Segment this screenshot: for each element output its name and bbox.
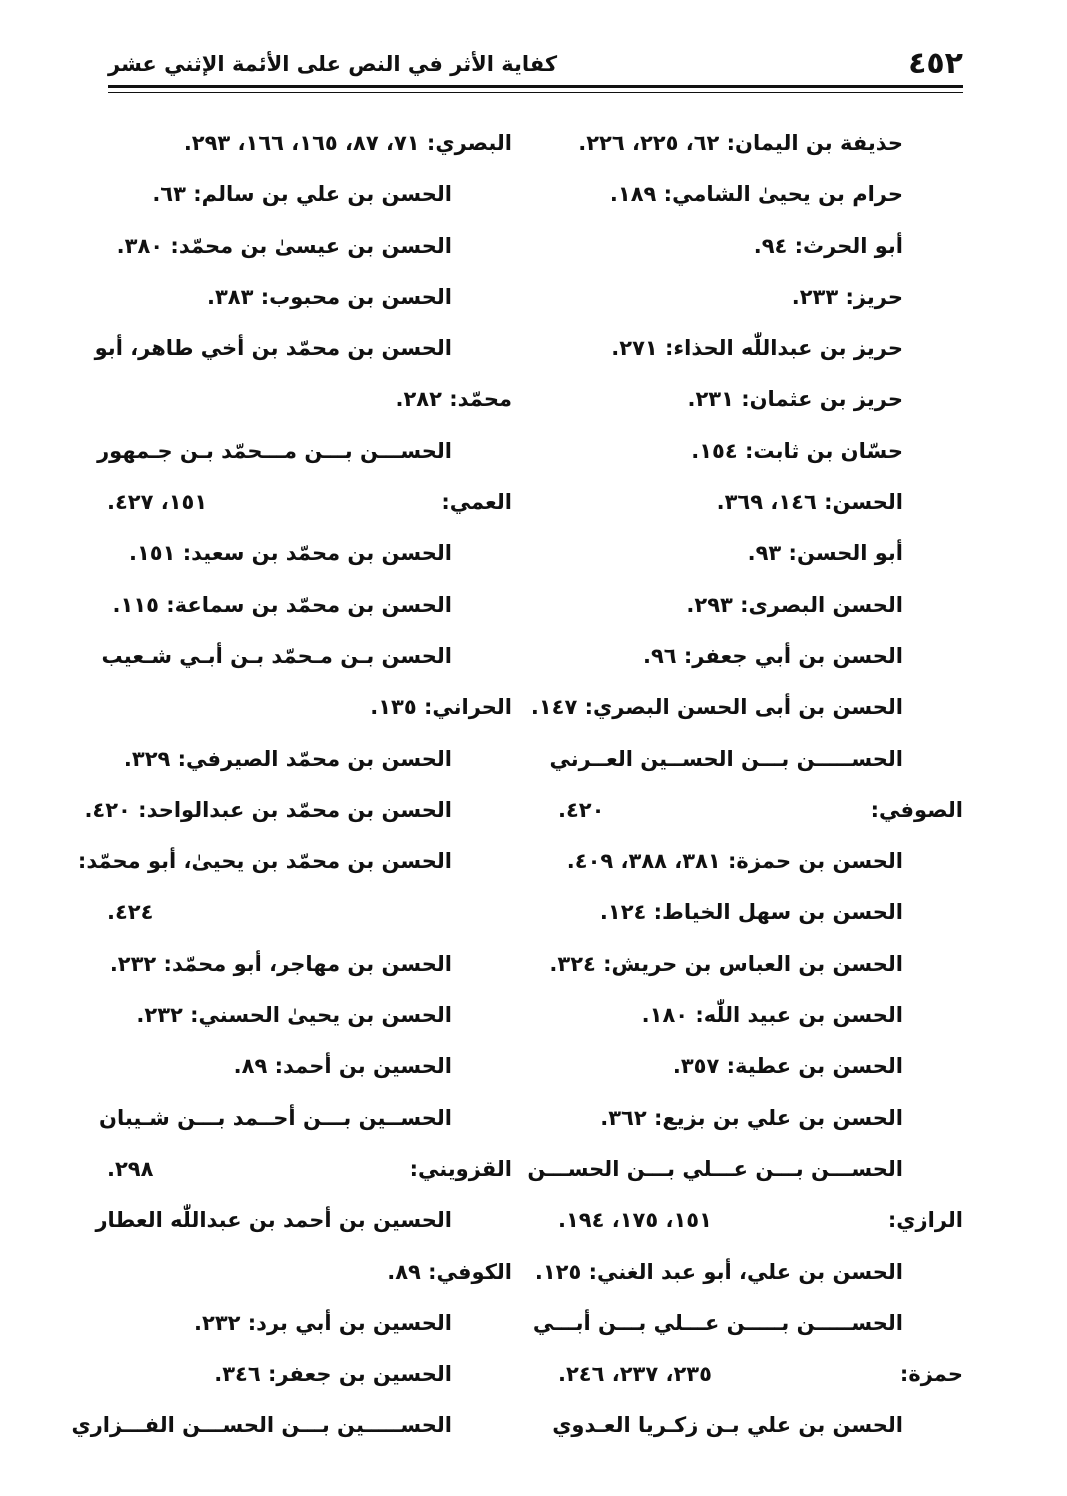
index-entry [107, 374, 512, 425]
entry-text: الحراني: ١٣٥. [370, 695, 512, 720]
index-entry [558, 374, 963, 425]
index-entry [549, 939, 963, 990]
entry-text: الحسن بن محمّد بن سماعة: ١١٥. [112, 592, 452, 617]
entry-text: الحسن بـن مـحمّد بـن أبـي شـعيب [101, 643, 452, 668]
index-entry [94, 323, 512, 374]
index-entry [530, 682, 963, 733]
index-entry [107, 169, 512, 220]
header-rule-thick [108, 85, 963, 88]
index-entry [107, 990, 512, 1041]
entry-continuation: الصوفي: [870, 797, 963, 822]
index-entry [558, 272, 963, 323]
index-entry [532, 1298, 963, 1349]
index-entry [107, 1298, 512, 1349]
index-entry [107, 477, 512, 528]
entry-text: الحسن بن محبوب: ٣٨٣. [206, 284, 452, 309]
entry-text: الحسن البصرى: ٢٩٣. [686, 592, 903, 617]
entry-text: أبو الحرث: ٩٤. [753, 233, 903, 258]
entry-text: الكوفي: ٨٩. [387, 1259, 512, 1284]
entry-page-refs: ٤٢٤. [107, 900, 154, 925]
index-entry [107, 272, 512, 323]
index-entry [558, 1349, 963, 1400]
entry-continuation: الرازي: [887, 1208, 963, 1233]
entry-text: محمّد: ٢٨٢. [395, 387, 512, 412]
running-title: كفاية الأثر في النص على الأئمة الإثني عشر [108, 52, 558, 76]
index-entry [527, 1144, 963, 1195]
index-entry [107, 887, 512, 938]
entry-text: الحسن بن محمّد بن يحيىٰ، أبو محمّد: [77, 849, 452, 874]
entry-page-refs: ١٥١، ٤٢٧. [107, 490, 208, 515]
entry-text: الحسن بن أبى الحسن البصري: ١٤٧. [530, 695, 903, 720]
index-entry [558, 580, 963, 631]
index-entry [558, 118, 963, 169]
entry-page-refs: ٢٩٨. [107, 1156, 154, 1181]
entry-text: الحسن بن حمزة: ٣٨١، ٣٨٨، ٤٠٩. [566, 849, 903, 874]
index-entry [558, 477, 963, 528]
header-rule-thin [108, 92, 963, 93]
entry-text: الحسن بن علي بن بزيع: ٣٦٢. [600, 1105, 903, 1130]
entry-page-refs: ٢٣٥، ٢٣٧، ٢٤٦. [558, 1362, 712, 1387]
index-entry [107, 528, 512, 579]
index-entry [558, 631, 963, 682]
index-entry [534, 1247, 963, 1298]
entry-text: حرام بن يحيىٰ الشامي: ١٨٩. [609, 182, 903, 207]
entry-text: البصري: ٧١، ٨٧، ١٦٥، ١٦٦، ٢٩٣. [183, 131, 512, 155]
index-entry [558, 990, 963, 1041]
index-entry [107, 682, 512, 733]
index-entry [558, 1195, 963, 1246]
entry-text: حريز بن عثمان: ٢٣١. [687, 387, 903, 412]
entry-page-refs: ١٥١، ١٧٥، ١٩٤. [558, 1208, 712, 1233]
entry-text: الحسين بن جعفر: ٣٤٦. [214, 1362, 452, 1387]
entry-text: الحسن بن عبيد اللّٰه: ١٨٠. [641, 1003, 903, 1028]
entry-text: الحسن بن محمّد بن سعيد: ١٥١. [129, 541, 452, 566]
entry-text: حريز بن عبداللّٰه الحذاء: ٢٧١. [611, 336, 903, 361]
entry-text: أبو الحسن: ٩٣. [747, 541, 903, 566]
index-entry [107, 1349, 512, 1400]
index-column-right [527, 118, 963, 1452]
entry-text: الحسن بن مهاجر، أبو محمّد: ٢٣٢. [109, 951, 452, 976]
index-entry [107, 118, 512, 169]
entry-text: الحســـن بـــن مـــحمّد بـن جـمهور [97, 438, 452, 463]
entry-continuation: القزويني: [409, 1156, 512, 1181]
entry-text: الحسن بن علي بـن زكـريا العـدوي [552, 1413, 903, 1438]
index-entry [107, 1144, 512, 1195]
index-entry [549, 734, 963, 785]
entry-text: الحسن بن علي بن سالم: ٦٣. [152, 182, 452, 207]
index-entry [107, 734, 512, 785]
index-entry [97, 426, 512, 477]
entry-text: الحســـــين بـــن الحســـن الفـــزاري [71, 1413, 452, 1438]
index-entry [107, 580, 512, 631]
entry-text: الحسن بن علي، أبو عبد الغني: ١٢٥. [534, 1259, 903, 1284]
entry-continuation: العمي: [441, 490, 512, 515]
entry-text: حسّان بن ثابت: ١٥٤. [691, 438, 903, 463]
entry-page-refs: ٤٢٠. [558, 797, 605, 822]
index-entry [107, 1247, 512, 1298]
entry-text: الحسن بن عطية: ٣٥٧. [672, 1054, 903, 1079]
index-entry [107, 1041, 512, 1092]
index-entry [558, 887, 963, 938]
entry-text: الحسن: ١٤٦، ٣٦٩. [716, 490, 903, 515]
index-entry [558, 1093, 963, 1144]
index-entry [558, 323, 963, 374]
entry-text: الحســين بـــن أحــمد بـــن شـيبان [99, 1105, 452, 1130]
entry-text: الحسين بن أحمد: ٨٩. [233, 1054, 452, 1079]
index-entry [558, 221, 963, 272]
entry-text: الحســـن بـــن عـــلي بـــن الحســـن [527, 1156, 903, 1181]
index-entry [77, 836, 512, 887]
index-entry [558, 426, 963, 477]
entry-text: الحسن بن عيسىٰ بن محمّد: ٣٨٠. [116, 233, 452, 258]
index-entry [107, 939, 512, 990]
entry-text: الحسين بن أبي برد: ٢٣٢. [194, 1310, 452, 1335]
entry-text: الحسن بن محمّد بن أخي طاهر، أبو [94, 336, 452, 361]
index-entry [71, 1400, 512, 1451]
entry-text: الحسن بن العباس بن حريش: ٣٢٤. [549, 951, 903, 976]
index-entry [99, 1093, 512, 1144]
index-entry [84, 785, 512, 836]
entry-text: الحسن بن سهل الخياط: ١٢٤. [599, 900, 903, 925]
index-entry [558, 528, 963, 579]
entry-text: الحسن بن محمّد بن عبدالواحد: ٤٢٠. [84, 797, 452, 822]
entry-text: حذيفة بن اليمان: ٦٢، ٢٢٥، ٢٢٦. [578, 131, 903, 155]
index-entry [101, 631, 512, 682]
entry-continuation: حمزة: [899, 1362, 963, 1387]
entry-text: الحسن بن محمّد الصيرفي: ٣٢٩. [123, 746, 452, 771]
entry-text: الحسن بن أبي جعفر: ٩٦. [642, 643, 903, 668]
page-number: ٤٥٢ [908, 46, 963, 81]
entry-text: الحســـــن بـــــن عـــلي بـــن أبـــي [532, 1310, 903, 1335]
index-entry [552, 1400, 963, 1451]
entry-text: الحسين بن أحمد بن عبداللّٰه العطار [95, 1208, 452, 1233]
entry-text: حريز: ٢٣٣. [791, 284, 903, 309]
index-entry [558, 169, 963, 220]
index-entry [558, 836, 963, 887]
index-entry [107, 221, 512, 272]
entry-text: الحســـــن بـــن الحســين العــرني [549, 746, 903, 771]
index-entry [558, 1041, 963, 1092]
entry-text: الحسن بن يحيىٰ الحسني: ٢٣٢. [136, 1003, 452, 1028]
index-entry [95, 1195, 512, 1246]
index-column-left [71, 118, 512, 1452]
index-entry [558, 785, 963, 836]
